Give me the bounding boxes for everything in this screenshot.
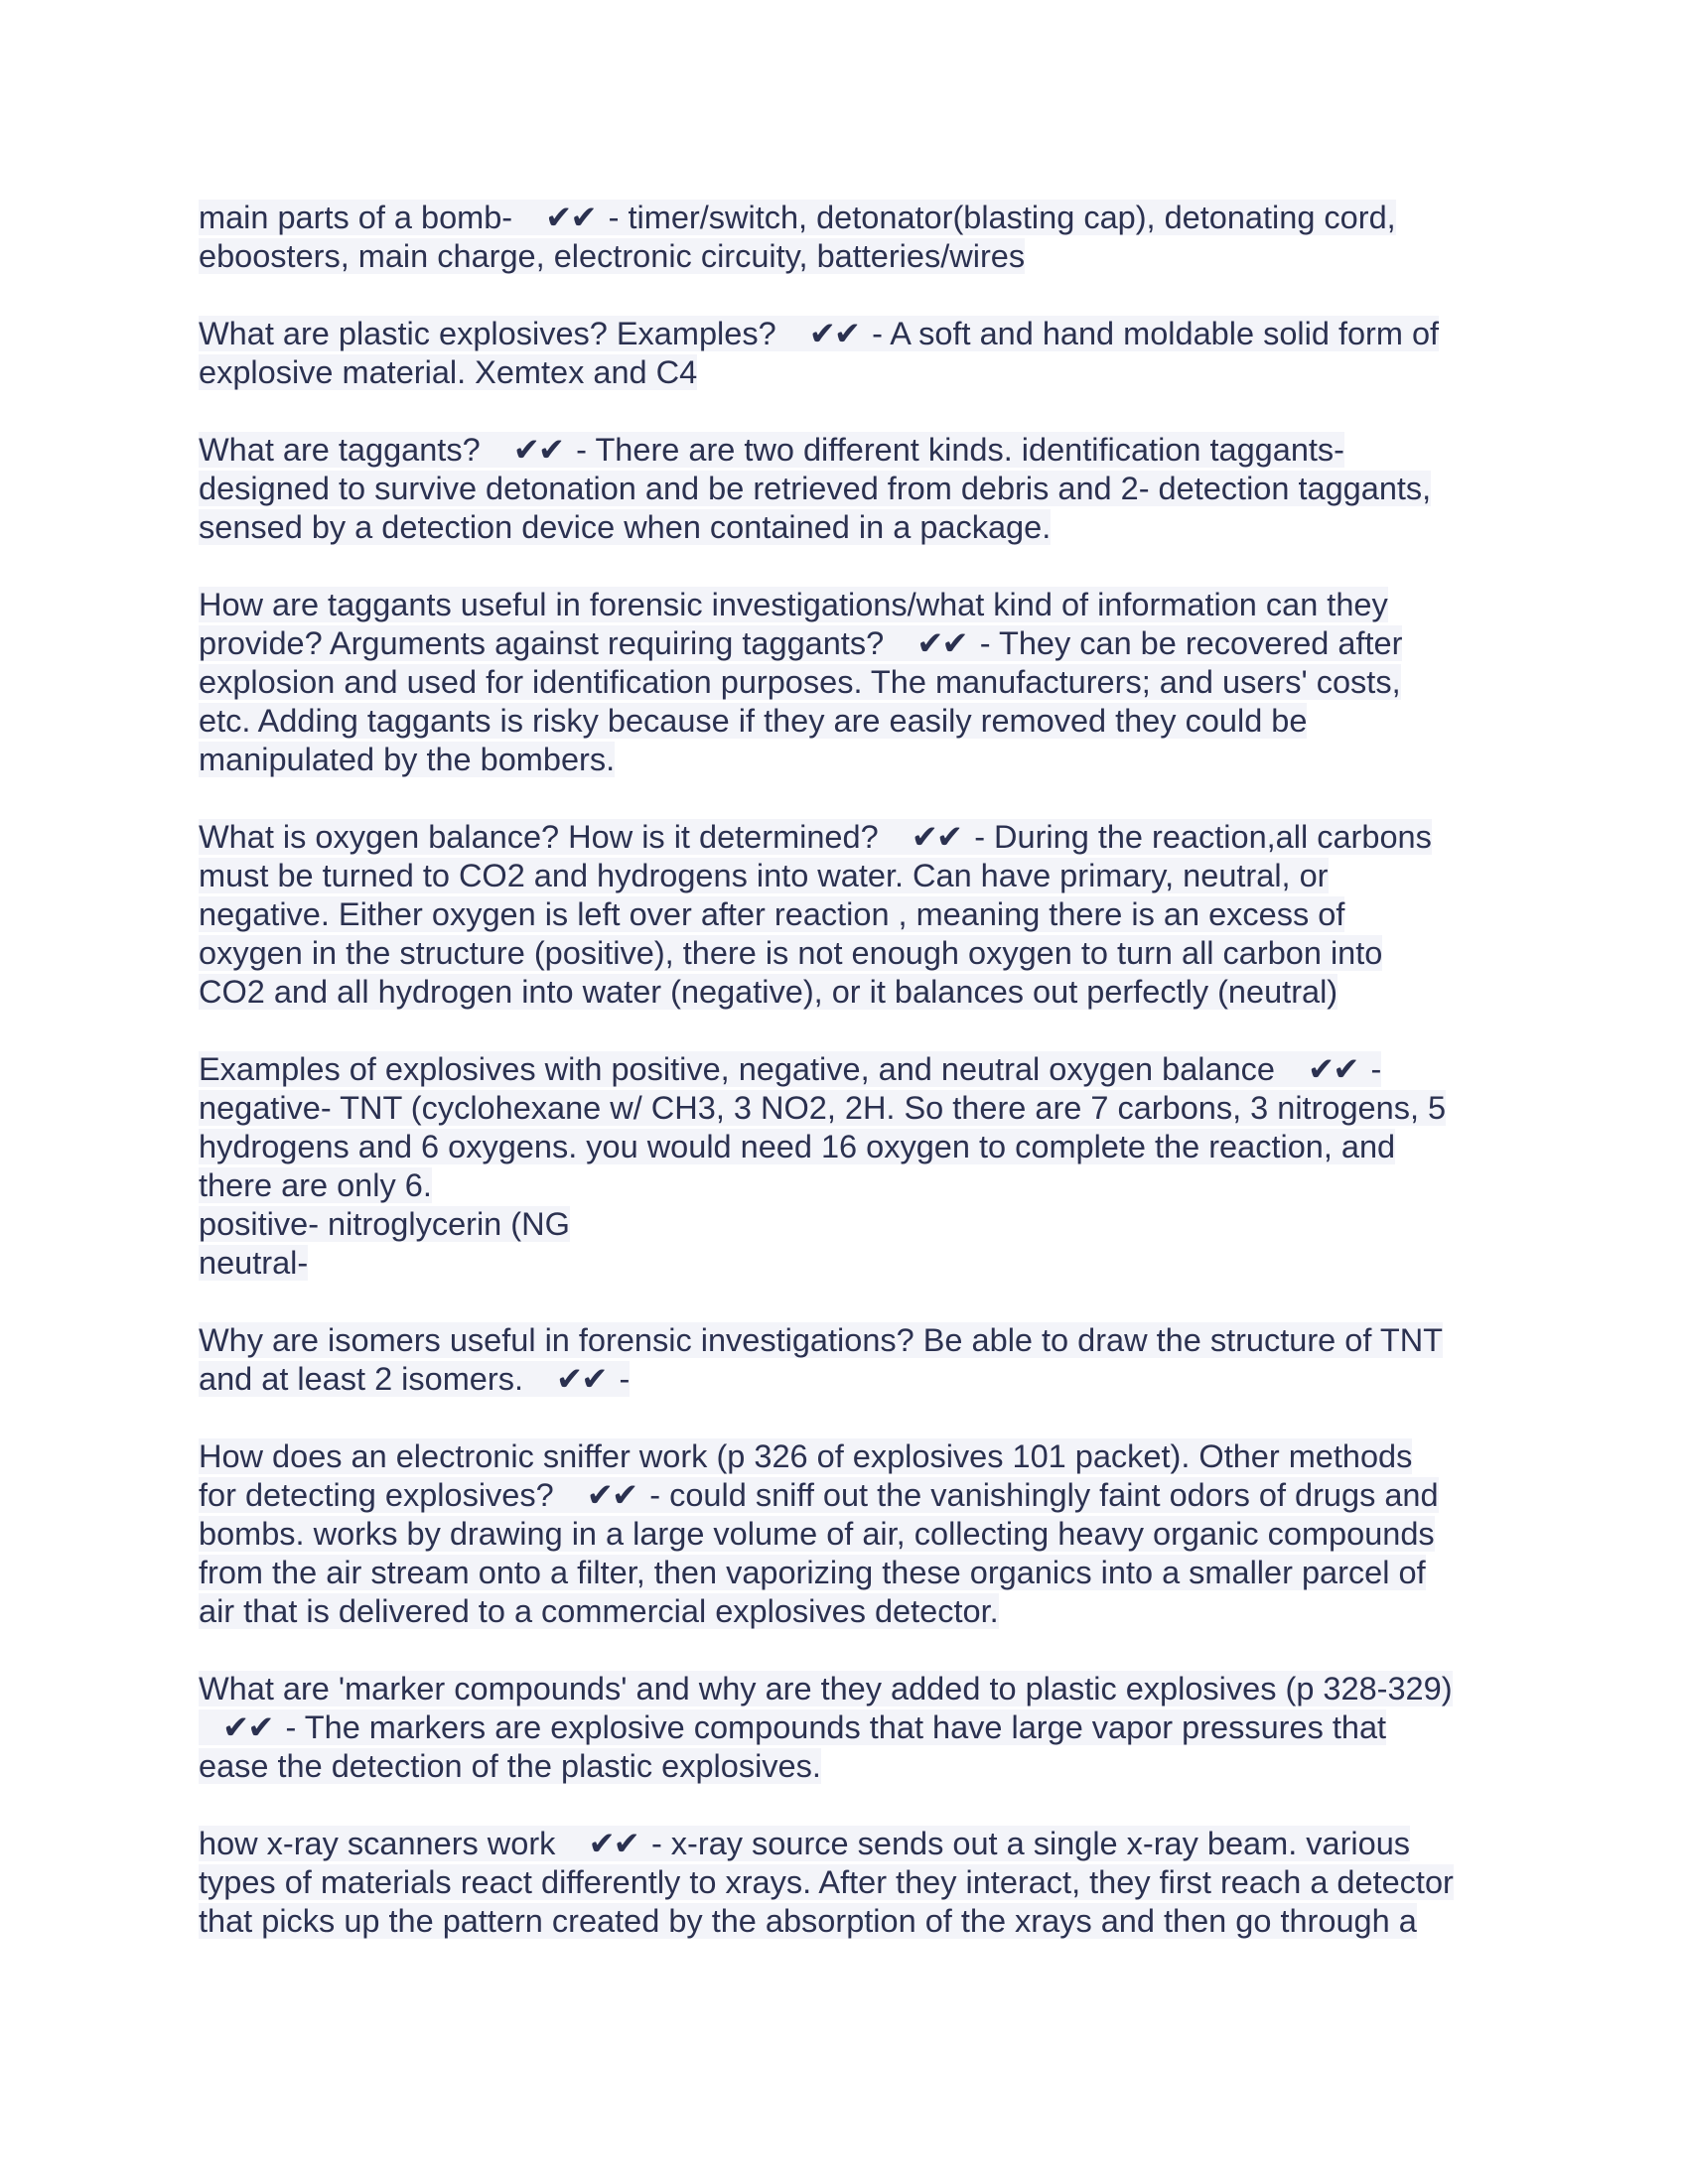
text-line: [199, 1747, 1499, 1786]
question-text: How does an electronic sniffer work (p 326 of explosives 101 packet). Other methods: [199, 1438, 1413, 1474]
text-line: [199, 895, 1499, 934]
answer-text: explosion and used for identification purposes. The manufacturers; and users' costs,: [199, 664, 1401, 700]
double-checkmark-icon: ✔✔: [808, 316, 860, 351]
text-line: [199, 1902, 1499, 1941]
answer-text: negative. Either oxygen is left over after reaction , meaning there is an excess of: [199, 896, 1345, 932]
highlighted-text: [199, 1516, 1435, 1552]
question-text: how x-ray scanners work: [199, 1826, 565, 1861]
flashcard-entry: [199, 315, 1499, 392]
highlighted-text: [199, 1555, 1426, 1590]
answer-text: - x-ray source sends out a single x-ray beam. various: [641, 1826, 1411, 1861]
double-checkmark-icon: ✔✔: [1308, 1051, 1358, 1087]
flashcard-entry: [199, 431, 1499, 547]
double-checkmark-icon: ✔✔: [588, 1826, 638, 1861]
highlighted-text: [199, 1206, 570, 1242]
text-line: [199, 1321, 1499, 1360]
question-text: What are plastic explosives? Examples?: [199, 316, 785, 351]
answer-text: - There are two different kinds. identification taggants-: [567, 432, 1344, 468]
text-line: [199, 1050, 1499, 1089]
flashcard-entry: [199, 1437, 1499, 1631]
highlighted-text: [199, 1167, 432, 1203]
answer-text: - During the reaction,all carbons: [965, 819, 1432, 855]
question-text: What are 'marker compounds' and why are they added to plastic explosives (p 328-329): [199, 1671, 1453, 1706]
highlighted-text: [199, 819, 1432, 855]
text-line: [199, 818, 1499, 857]
flashcard-entry: [199, 1670, 1499, 1786]
text-line: [199, 934, 1499, 973]
answer-text: manipulated by the bombers.: [199, 742, 616, 777]
answer-text: there are only 6.: [199, 1167, 432, 1203]
text-line: [199, 1863, 1499, 1902]
highlighted-text: [199, 1361, 630, 1397]
double-checkmark-icon: ✔✔: [916, 625, 967, 661]
answer-text: eboosters, main charge, electronic circuity, batteries/wires: [199, 238, 1026, 274]
answer-text: ease the detection of the plastic explosives.: [199, 1748, 821, 1784]
text-line: [199, 663, 1499, 702]
highlighted-text: [199, 858, 1329, 893]
text-line: [199, 353, 1499, 392]
text-line: [199, 1437, 1499, 1476]
answer-text: -: [610, 1361, 631, 1397]
question-text: Why are isomers useful in forensic investigations? Be able to draw the structure of TNT: [199, 1322, 1444, 1358]
highlighted-text: [199, 1748, 821, 1784]
highlighted-text: [199, 742, 615, 777]
highlighted-text: [199, 1903, 1417, 1939]
answer-text: sensed by a detection device when contained in a package.: [199, 509, 1052, 545]
text-line: [199, 470, 1499, 508]
answer-text: negative- TNT (cyclohexane w/ CH3, 3 NO2, 2H. So there are 7 carbons, 3 nitrogens, 5: [199, 1090, 1447, 1126]
flashcard-entry: [199, 1321, 1499, 1399]
text-line: [199, 315, 1499, 353]
answer-text: etc. Adding taggants is risky because if they are easily removed they could be: [199, 703, 1308, 739]
text-line: [199, 508, 1499, 547]
double-checkmark-icon: ✔✔: [545, 200, 596, 235]
highlighted-text: [199, 200, 1396, 235]
answer-text: types of materials react differently to xrays. After they interact, they first reach a detector: [199, 1864, 1454, 1900]
highlighted-text: [199, 1090, 1446, 1126]
text-line: [199, 1592, 1499, 1631]
text-line: [199, 973, 1499, 1012]
question-text: What is oxygen balance? How is it determined?: [199, 819, 888, 855]
text-line: [199, 1476, 1499, 1515]
text-line: [199, 1089, 1499, 1128]
answer-text: - The markers are explosive compounds that have large vapor pressures that: [276, 1709, 1387, 1745]
highlighted-text: [199, 1826, 1410, 1861]
double-checkmark-icon: ✔✔: [512, 432, 564, 468]
question-text: Examples of explosives with positive, negative, and neutral oxygen balance: [199, 1051, 1285, 1087]
answer-text: designed to survive detonation and be retrieved from debris and 2- detection taggants,: [199, 471, 1432, 506]
highlighted-text: [199, 1477, 1439, 1513]
highlighted-text: [199, 703, 1307, 739]
highlighted-text: [199, 1322, 1443, 1358]
answer-text: positive- nitroglycerin (NG: [199, 1206, 570, 1242]
answer-text: provide? Arguments against requiring taggants?: [199, 625, 894, 661]
text-line: [199, 586, 1499, 624]
answer-text: that picks up the pattern created by the absorption of the xrays and then go through a: [199, 1903, 1417, 1939]
answer-text: - They can be recovered after: [970, 625, 1403, 661]
highlighted-text: [199, 432, 1344, 468]
highlighted-text: [199, 587, 1388, 622]
flashcard-entry: [199, 1825, 1499, 1941]
highlighted-text: [199, 1593, 999, 1629]
answer-text: -: [1361, 1051, 1382, 1087]
question-text: How are taggants useful in forensic investigations/what kind of information can they: [199, 587, 1388, 622]
highlighted-text: [199, 1438, 1412, 1474]
text-line: [199, 1554, 1499, 1592]
answer-text: - could sniff out the vanishingly faint odors of drugs and: [640, 1477, 1439, 1513]
flashcard-entry: [199, 818, 1499, 1012]
text-line: [199, 1166, 1499, 1205]
answer-text: must be turned to CO2 and hydrogens into water. Can have primary, neutral, or: [199, 858, 1329, 893]
answer-text: from the air stream onto a filter, then vaporizing these organics into a smaller parcel of: [199, 1555, 1426, 1590]
text-line: [199, 199, 1499, 237]
highlighted-text: [199, 1671, 1453, 1706]
highlighted-text: [199, 509, 1051, 545]
question-text: What are taggants?: [199, 432, 490, 468]
text-line: [199, 431, 1499, 470]
text-line: [199, 1708, 1499, 1747]
text-line: [199, 1515, 1499, 1554]
flashcard-entry: [199, 199, 1499, 276]
text-line: [199, 1670, 1499, 1708]
text-line: [199, 857, 1499, 895]
flashcard-entry: [199, 1050, 1499, 1283]
highlighted-text: [199, 625, 1402, 661]
double-checkmark-icon: ✔✔: [586, 1477, 637, 1513]
text-line: [199, 1128, 1499, 1166]
highlighted-text: [199, 664, 1401, 700]
double-checkmark-icon: ✔✔: [911, 819, 962, 855]
highlighted-text: [199, 1051, 1381, 1087]
text-line: [199, 702, 1499, 741]
text-line: [199, 1244, 1499, 1283]
highlighted-text: [199, 1129, 1395, 1164]
highlighted-text: [199, 1709, 1386, 1745]
question-text: main parts of a bomb-: [199, 200, 522, 235]
text-line: [199, 1205, 1499, 1244]
highlighted-text: [199, 935, 1382, 971]
highlighted-text: [199, 974, 1337, 1010]
answer-text: CO2 and all hydrogen into water (negative), or it balances out perfectly (neutral): [199, 974, 1338, 1010]
highlighted-text: [199, 1864, 1454, 1900]
answer-text: air that is delivered to a commercial explosives detector.: [199, 1593, 999, 1629]
double-checkmark-icon: ✔✔: [222, 1709, 273, 1745]
highlighted-text: [199, 1245, 308, 1281]
flashcard-entry: [199, 586, 1499, 779]
answer-text: explosive material. Xemtex and C4: [199, 354, 698, 390]
answer-text: hydrogens and 6 oxygens. you would need 16 oxygen to complete the reaction, and: [199, 1129, 1396, 1164]
text-line: [199, 1825, 1499, 1863]
answer-text: neutral-: [199, 1245, 309, 1281]
answer-text: and at least 2 isomers.: [199, 1361, 532, 1397]
double-checkmark-icon: ✔✔: [556, 1361, 607, 1397]
answer-text: for detecting explosives?: [199, 1477, 563, 1513]
text-line: [199, 624, 1499, 663]
answer-text: - A soft and hand moldable solid form of: [863, 316, 1440, 351]
answer-text: bombs. works by drawing in a large volume of air, collecting heavy organic compounds: [199, 1516, 1435, 1552]
text-line: [199, 1360, 1499, 1399]
text-line: [199, 237, 1499, 276]
answer-text: - timer/switch, detonator(blasting cap), detonating cord,: [599, 200, 1396, 235]
highlighted-text: [199, 316, 1439, 351]
answer-text: oxygen in the structure (positive), there is not enough oxygen to turn all carbon into: [199, 935, 1383, 971]
highlighted-text: [199, 354, 697, 390]
highlighted-text: [199, 896, 1344, 932]
highlighted-text: [199, 471, 1431, 506]
document-page: [199, 199, 1499, 1979]
text-line: [199, 741, 1499, 779]
highlighted-text: [199, 238, 1025, 274]
